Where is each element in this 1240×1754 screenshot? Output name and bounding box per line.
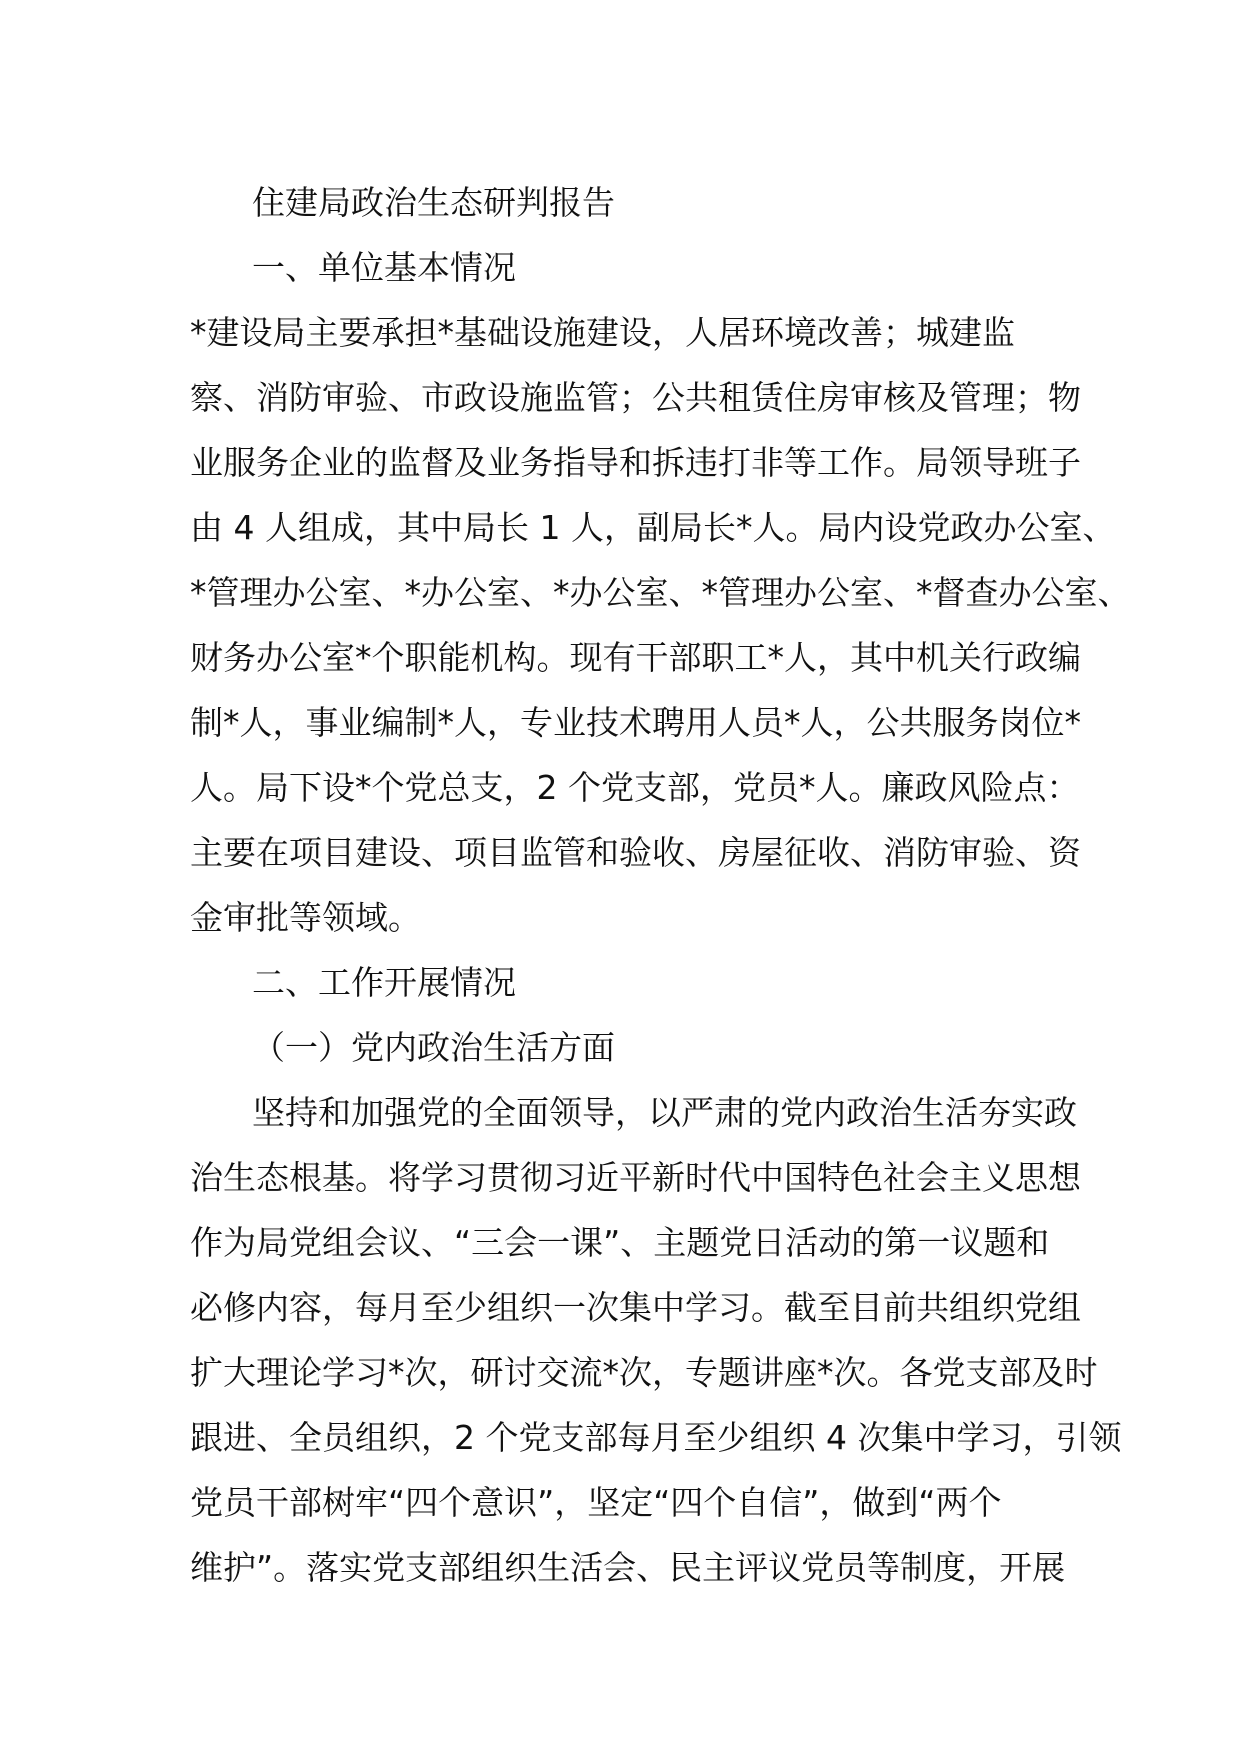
text-line: 坚持和加强党的全面领导，以严肃的党内政治生活夯实政	[252, 1093, 1077, 1132]
text-line: 扩大理论学习*次，研讨交流*次，专题讲座*次。各党支部及时	[190, 1353, 1098, 1392]
text-line: 财务办公室*个职能机构。现有干部职工*人，其中机关行政编	[190, 638, 1081, 677]
text-line: 业服务企业的监督及业务指导和拆违打非等工作。局领导班子	[190, 443, 1081, 482]
text-line: 维护”。落实党支部组织生活会、民主评议党员等制度，开展	[190, 1548, 1066, 1587]
text-line: 金审批等领域。	[190, 898, 421, 937]
text-line: 党员干部树牢“四个意识”，坚定“四个自信”，做到“两个	[190, 1483, 1002, 1522]
text-line: 主要在项目建设、项目监管和验收、房屋征收、消防审验、资	[190, 833, 1081, 872]
paragraph-party-life	[190, 1080, 1122, 1600]
document-body	[190, 170, 1131, 1600]
document-title: 住建局政治生态研判报告	[252, 183, 615, 222]
text-line: 制*人，事业编制*人，专业技术聘用人员*人，公共服务岗位*	[190, 703, 1081, 742]
text-line: 人。局下设*个党总支，2 个党支部，党员*人。廉政风险点：	[190, 768, 1080, 807]
text-line: 跟进、全员组织，2 个党支部每月至少组织 4 次集中学习，引领	[190, 1418, 1122, 1457]
subsection-heading-party-life: （一）党内政治生活方面	[252, 1028, 615, 1067]
section-heading-work-progress: 二、工作开展情况	[252, 963, 516, 1002]
text-line: 必修内容，每月至少组织一次集中学习。截至目前共组织党组	[190, 1288, 1081, 1327]
section-heading-basic-info: 一、单位基本情况	[252, 248, 516, 287]
text-line: *建设局主要承担*基础设施建设，人居环境改善；城建监	[190, 313, 1015, 352]
text-line: 作为局党组会议、“三会一课”、主题党日活动的第一议题和	[190, 1223, 1050, 1262]
text-line: 由 4 人组成，其中局长 1 人，副局长*人。局内设党政办公室、	[190, 508, 1116, 547]
paragraph-basic-info	[190, 300, 1131, 950]
text-line: 察、消防审验、市政设施监管；公共租赁住房审核及管理；物	[190, 378, 1081, 417]
text-line: *管理办公室、*办公室、*办公室、*管理办公室、*督查办公室、	[190, 573, 1131, 612]
text-line: 治生态根基。将学习贯彻习近平新时代中国特色社会主义思想	[190, 1158, 1081, 1197]
